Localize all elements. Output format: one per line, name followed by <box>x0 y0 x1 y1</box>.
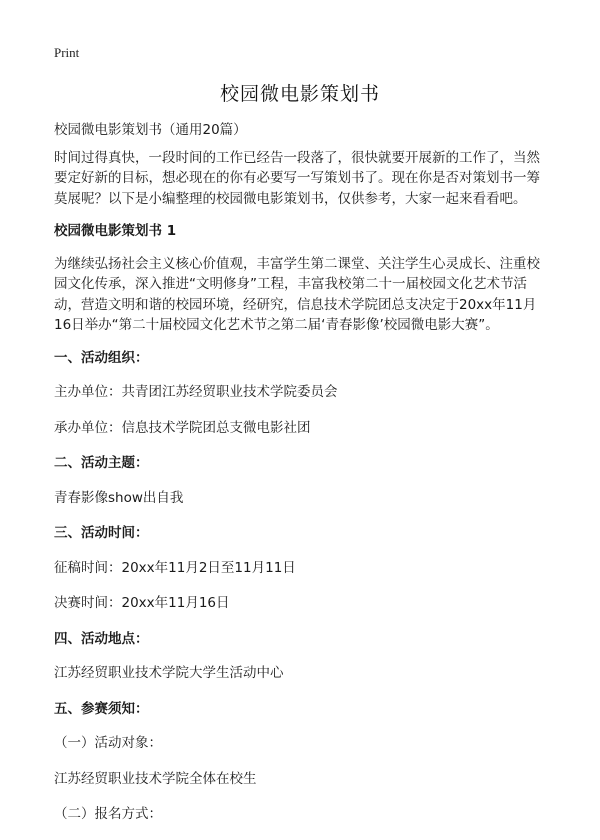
co-organizer-line: 承办单位：信息技术学院团总支微电影社团 <box>54 419 311 436</box>
location-line: 江苏经贸职业技术学院大学生活动中心 <box>54 665 284 681</box>
section-intro-paragraph: 为继续弘扬社会主义核心价值观，丰富学生第二课堂、关注学生心灵成长、注重校园文化传承，深入推进“文明修身”工程，丰富我校第二十一届校园文化艺术节活动，营造文明和谐的校园环境，经研究，信息技术学院团总支决定于20xx年11月16日举办“第二十届校园文化艺术节之第二届‘青春影像’校园微电影大赛”。 <box>54 255 540 333</box>
document-body <box>54 120 550 840</box>
submission-time-line: 征稿时间：20xx年11月2日至11月11日 <box>54 559 296 576</box>
section-title: 校园微电影策划书 1 <box>54 223 177 239</box>
subheading-target: （一）活动对象： <box>54 735 162 751</box>
document-title: 校园微电影策划书 <box>219 83 380 105</box>
heading-notes: 五、参赛须知： <box>54 700 149 717</box>
intro-paragraph: 时间过得真快，一段时间的工作已经告一段落了，很快就要开展新的工作了，当然要定好新的目标，想必现在的你有必要写一写策划书了。现在你是否对策划书一筹莫展呢？以下是小编整理的校园微电影策划书，仅供参考，大家一起来看看吧。 <box>54 149 540 207</box>
final-time-line: 决赛时间：20xx年11月16日 <box>54 595 230 611</box>
document-subtitle: 校园微电影策划书（通用20篇） <box>54 122 247 138</box>
print-link[interactable]: Print <box>54 45 80 60</box>
heading-location: 四、活动地点： <box>54 630 149 647</box>
heading-theme: 二、活动主题： <box>54 455 149 471</box>
heading-time: 三、活动时间： <box>54 525 149 541</box>
target-line: 江苏经贸职业技术学院全体在校生 <box>54 770 257 787</box>
theme-line: 青春影像show出自我 <box>54 489 184 506</box>
subheading-signup: （二）报名方式： <box>54 806 162 822</box>
heading-organization: 一、活动组织： <box>54 349 149 366</box>
organizer-line: 主办单位：共青团江苏经贸职业技术学院委员会 <box>54 384 338 400</box>
